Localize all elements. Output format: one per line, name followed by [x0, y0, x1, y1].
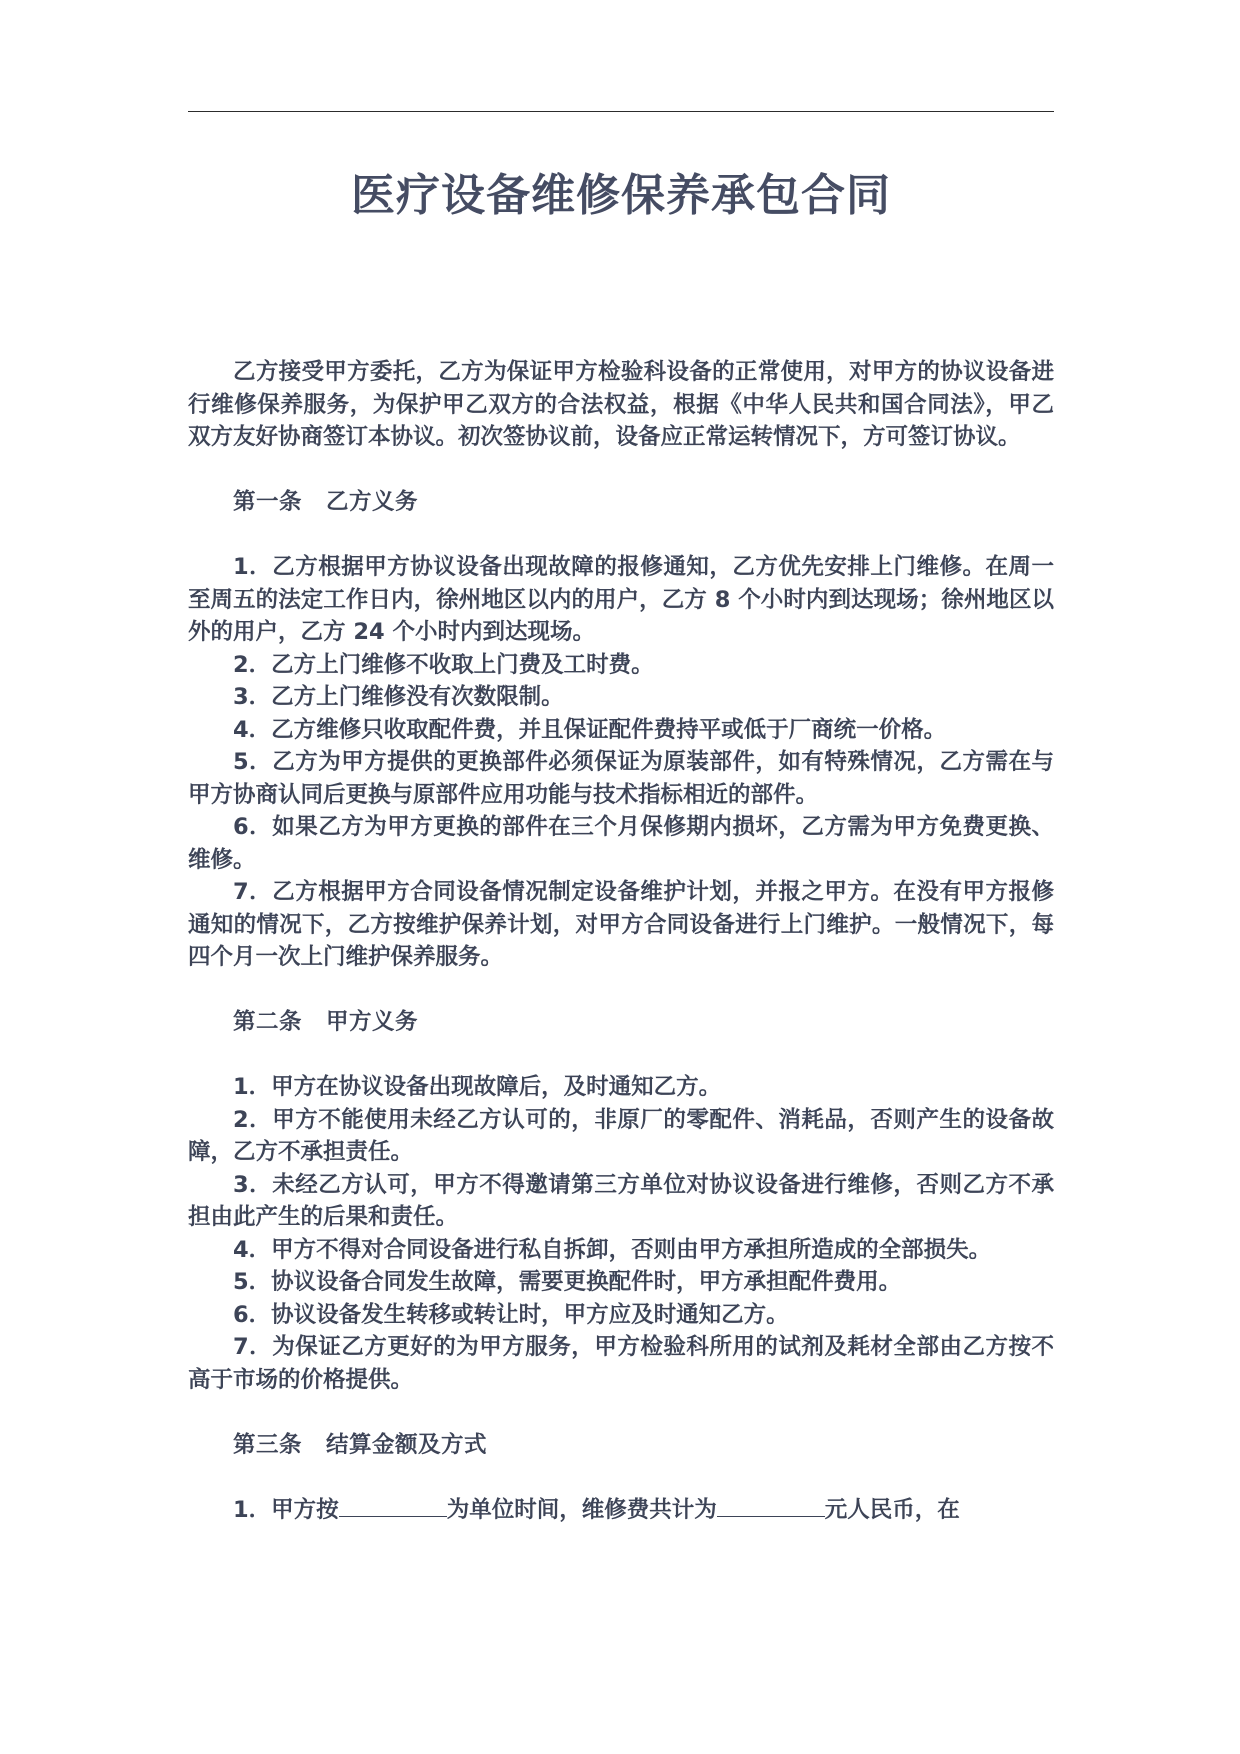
clause-number: 2: [233, 651, 249, 678]
clause-text: 未经乙方认可，甲方不得邀请第三方单位对协议设备进行维修，否则乙方不承担由此产生的后果和责任。: [188, 1171, 1054, 1230]
section-number: 第三条: [233, 1431, 303, 1458]
section-number: 第一条: [233, 489, 303, 515]
clause-number: 4: [233, 1236, 249, 1263]
clause-text-a: 甲方按: [271, 1496, 339, 1523]
clause-number: 3: [233, 684, 249, 710]
fill-in-blank: [339, 1494, 447, 1517]
clause-item: 5．乙方为甲方提供的更换部件必须保证为原装部件，如有特殊情况，乙方需在与甲方协商认同后更换与原部件应用功能与技术指标相近的部件。: [188, 749, 1054, 808]
clause-item: 1．甲方在协议设备出现故障后，及时通知乙方。: [233, 1074, 722, 1100]
clause-item: 4．乙方维修只收取配件费，并且保证配件费持平或低于厂商统一价格。: [233, 716, 947, 743]
clause-text: 甲方不得对合同设备进行私自拆卸，否则由甲方承担所造成的全部损失。: [271, 1236, 992, 1263]
clause-text: 甲方在协议设备出现故障后，及时通知乙方。: [271, 1074, 722, 1100]
intro-paragraph: 乙方接受甲方委托，乙方为保证甲方检验科设备的正常使用，对甲方的协议设备进行维修保养服务，为保护甲乙双方的合法权益，根据《中华人民共和国合同法》，甲乙双方友好协商签订本协议。初次签协议前，设备应正常运转情况下，方可签订协议。: [188, 359, 1054, 450]
clause-number: 1: [233, 1496, 249, 1523]
clause-item: 7．乙方根据甲方合同设备情况制定设备维护计划，并报之甲方。在没有甲方报修通知的情况下，乙方按维护保养计划，对甲方合同设备进行上门维护。一般情况下，每四个月一次上门维护保养服务。: [188, 879, 1054, 970]
clause-item: 7．为保证乙方更好的为甲方服务，甲方检验科所用的试剂及耗材全部由乙方按不高于市场的价格提供。: [188, 1334, 1054, 1393]
clause-item: 2．甲方不能使用未经乙方认可的，非原厂的零配件、消耗品，否则产生的设备故障，乙方不承担责任。: [188, 1106, 1054, 1165]
clause-item: 6．如果乙方为甲方更换的部件在三个月保修期内损坏，乙方需为甲方免费更换、维修。: [188, 814, 1054, 873]
clause-number: 1: [233, 554, 249, 580]
section-heading: [188, 1429, 1054, 1462]
document-body: [188, 356, 1054, 1526]
clause-number: 3: [233, 1171, 249, 1198]
clause-text: 乙方根据甲方协议设备出现故障的报修通知，乙方优先安排上门维修。在周一至周五的法定工作日内，徐州地区以内的用户，乙方 8 个小时内到达现场；徐州地区以外的用户，乙方 24 个小时内到达现场。: [188, 554, 1054, 645]
clause-item: 2．乙方上门维修不收取上门费及工时费。: [233, 651, 654, 678]
clause-item: 1．乙方根据甲方协议设备出现故障的报修通知，乙方优先安排上门维修。在周一至周五的法定工作日内，徐州地区以内的用户，乙方 8 个小时内到达现场；徐州地区以外的用户，乙方 24 个小时内到达现场。: [188, 554, 1054, 645]
clause-item: 6．协议设备发生转移或转让时，甲方应及时通知乙方。: [233, 1301, 789, 1328]
clause-number: 6: [233, 814, 249, 840]
clause-text: 甲方不能使用未经乙方认可的，非原厂的零配件、消耗品，否则产生的设备故障，乙方不承担责任。: [188, 1106, 1054, 1165]
section-title: 结算金额及方式: [326, 1431, 488, 1458]
clause-text: 乙方上门维修没有次数限制。: [271, 684, 564, 710]
clause-text: 协议设备合同发生故障，需要更换配件时，甲方承担配件费用。: [271, 1269, 902, 1295]
clause-text: 为保证乙方更好的为甲方服务，甲方检验科所用的试剂及耗材全部由乙方按不高于市场的价格提供。: [188, 1334, 1054, 1393]
clause-text: 乙方为甲方提供的更换部件必须保证为原装部件，如有特殊情况，乙方需在与甲方协商认同后更换与原部件应用功能与技术指标相近的部件。: [188, 749, 1054, 808]
section-title: 甲方义务: [326, 1009, 419, 1035]
clause-number: 1: [233, 1074, 249, 1100]
clause-item: 4．甲方不得对合同设备进行私自拆卸，否则由甲方承担所造成的全部损失。: [233, 1236, 992, 1263]
clause-number: 5: [233, 1269, 249, 1295]
clause-number: 7: [233, 879, 249, 905]
clause-text: 乙方上门维修不收取上门费及工时费。: [271, 651, 654, 678]
clause-number: 2: [233, 1106, 249, 1133]
document-title: 医疗设备维修保养承包合同: [351, 170, 891, 221]
clause-text-b: 为单位时间，维修费共计为: [446, 1496, 717, 1523]
clause-number: 6: [233, 1301, 249, 1328]
clause-number: 5: [233, 749, 249, 775]
clause-text: 如果乙方为甲方更换的部件在三个月保修期内损坏，乙方需为甲方免费更换、维修。: [188, 814, 1054, 873]
clause-text: 乙方维修只收取配件费，并且保证配件费持平或低于厂商统一价格。: [271, 716, 947, 743]
fill-in-blank: [717, 1494, 825, 1517]
clause-item: 5．协议设备合同发生故障，需要更换配件时，甲方承担配件费用。: [233, 1269, 902, 1295]
clause-text: 协议设备发生转移或转让时，甲方应及时通知乙方。: [271, 1301, 789, 1328]
section-number: 第二条: [233, 1009, 303, 1035]
clause-item: 3．乙方上门维修没有次数限制。: [233, 684, 564, 710]
header-rule: [188, 111, 1054, 112]
section-heading: [188, 1006, 1054, 1039]
clause-item: 3．未经乙方认可，甲方不得邀请第三方单位对协议设备进行维修，否则乙方不承担由此产生的后果和责任。: [188, 1171, 1054, 1230]
clause-item: 1．甲方按 为单位时间，维修费共计为 元人民币，在: [188, 1494, 1054, 1527]
clause-number: 4: [233, 716, 249, 743]
clause-text-c: 元人民币，在: [824, 1496, 960, 1523]
section-heading: [188, 486, 1054, 519]
section-title: 乙方义务: [326, 489, 419, 515]
clause-text: 乙方根据甲方合同设备情况制定设备维护计划，并报之甲方。在没有甲方报修通知的情况下，乙方按维护保养计划，对甲方合同设备进行上门维护。一般情况下，每四个月一次上门维护保养服务。: [188, 879, 1054, 970]
clause-number: 7: [233, 1334, 249, 1360]
